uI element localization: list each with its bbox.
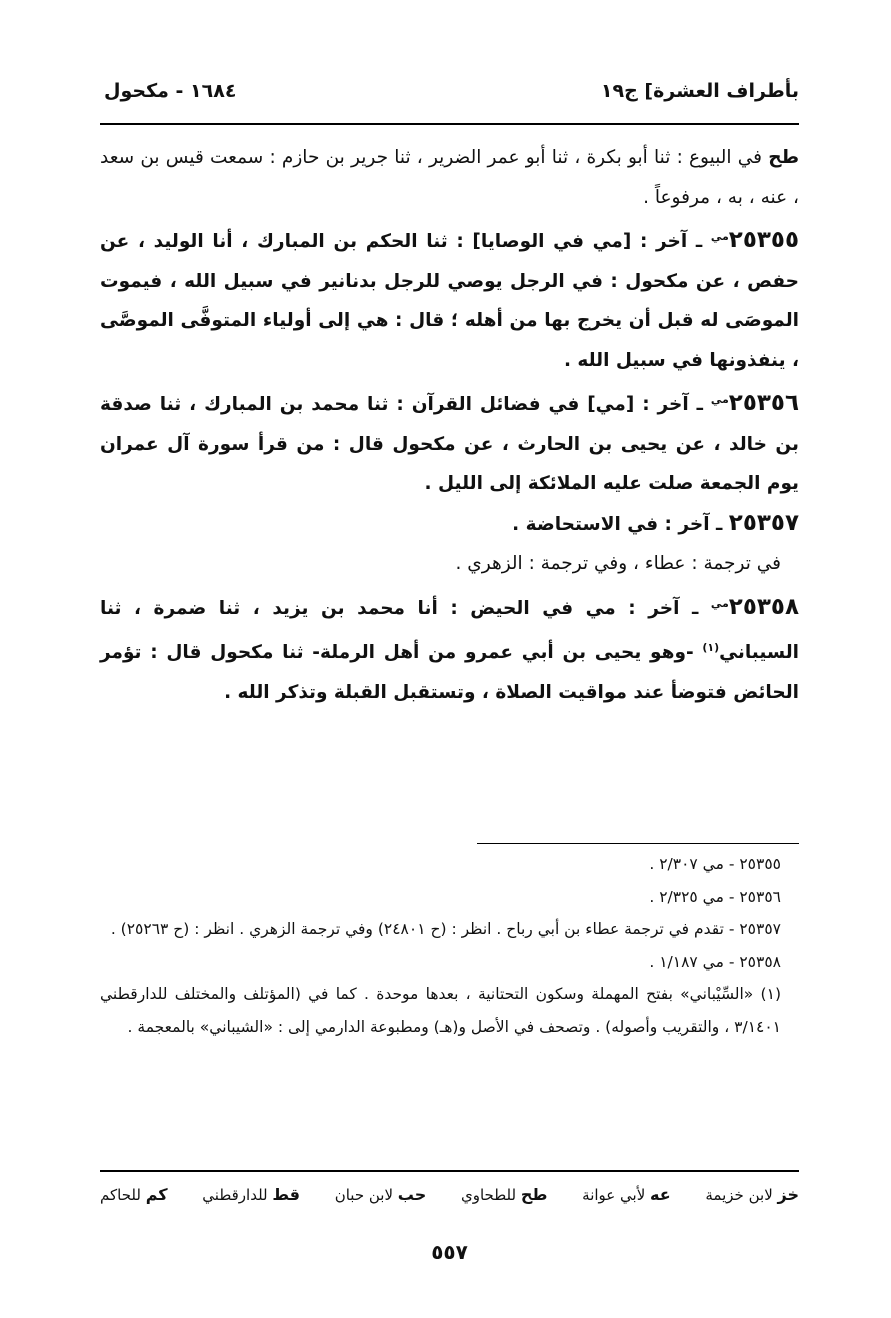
entry-text: ـ آخر : مي في الحيض : أنا محمد بن يزيد ، ثنا ضمرة ، ثنا السيباني	[100, 597, 799, 664]
paragraph-continuation	[100, 138, 799, 217]
sigla-item: طح للطحاوي	[460, 1185, 548, 1204]
footnote-25358: ٢٥٣٥٨ - مي ١/١٨٧ .	[649, 952, 781, 971]
entry-text: ـ آخر : [مي في الوصايا] : ثنا الحكم بن المبارك ، أنا الوليد ، عن حفص ، عن مكحول : في الرجل يوصي للرجل بدنانير في سبيل الله ، فيموت الموصَى له قبل أن يخرج بها من أهله ؛ قال : هي إلى أولياء المتوفَّى الموصَّى ، ينفذونها في سبيل الله .	[100, 231, 799, 371]
entry-25356	[100, 380, 799, 504]
entry-text: ـ آخر : في الاستحاضة .	[512, 513, 729, 535]
source-symbol: طح	[768, 147, 799, 168]
entry-text-continued: -وهو يحيى بن أبي عمرو من أهل الرملة- ثنا مكحول قال : تؤمر الحائض فتوضأ عند مواقيت الصلاة ، وتستقبل القبلة وتذكر الله .	[100, 642, 799, 704]
footnote-25357: ٢٥٣٥٧ - تقدم في ترجمة عطاء بن أبي رباح . انظر : (ح ٢٤٨٠١) وفي ترجمة الزهري . انظر : (ح ٢٥٢٦٣) .	[110, 920, 781, 938]
entry-25358	[100, 584, 799, 713]
footnote-25356: ٢٥٣٥٦ - مي ٢/٣٢٥ .	[649, 887, 781, 906]
paragraph-text: في البيوع : ثنا أبو بكرة ، ثنا أبو عمر الضرير ، ثنا جرير بن حازم : سمعت قيس بن سعد ، عنه ، به ، مرفوعاً .	[100, 147, 799, 208]
entry-source-mark: مي	[710, 596, 729, 610]
entry-source-mark: مي	[710, 393, 729, 407]
running-header	[100, 80, 799, 112]
sigla-item: خز لابن خزيمة	[705, 1185, 799, 1204]
sigla-item: حب لابن حبان	[334, 1185, 427, 1204]
entry-number: ٢٥٣٥٥	[728, 227, 799, 254]
sigla-item: قط للدارقطني	[202, 1185, 300, 1204]
main-text	[100, 138, 799, 713]
footnote-reference: (١)	[702, 641, 720, 655]
entry-note: في ترجمة : عطاء ، وفي ترجمة : الزهري .	[455, 553, 781, 575]
entry-source-mark: مي	[710, 230, 729, 243]
entry-text: ـ آخر : [مي] في فضائل القرآن : ثنا محمد بن المبارك ، ثنا صدقة بن خالد ، عن يحيى بن الحارث ، عن مكحول قال : من قرأ سورة آل عمران يوم الجمعة صلت عليه الملائكة إلى الليل .	[100, 394, 799, 495]
footnotes	[100, 848, 799, 1043]
entry-25357	[100, 504, 799, 545]
footnote-rule	[477, 843, 799, 844]
footnote-1: (١) «السِّيْباني» بفتح المهملة وسكون التحتانية ، بعدها موحدة . كما في (المؤتلف والمختلف للدارقطني ٣/١٤٠١ ، والتقريب وأصوله) . وتصحف في الأصل و(هـ) ومطبوعة الدارمي إلى : «الشيباني» بالمعجمة .	[100, 985, 781, 1036]
book-page	[100, 0, 799, 1318]
footer-rule	[100, 1170, 799, 1172]
footnote-25355: ٢٥٣٥٥ - مي ٢/٣٠٧ .	[649, 855, 781, 873]
header-chapter: ١٦٨٤ - مكحول	[104, 80, 237, 102]
sigla-item: عه لأبي عوانة	[582, 1185, 671, 1204]
sigla-item: كم للحاكم	[100, 1185, 168, 1204]
entry-25355	[100, 217, 799, 380]
sigla-legend	[100, 1185, 799, 1204]
header-title: بأطراف العشرة] ج١٩	[600, 80, 799, 102]
entry-number: ٢٥٣٥٧	[728, 509, 799, 536]
header-rule	[100, 123, 799, 125]
entry-number: ٢٥٣٥٦	[728, 390, 799, 417]
entry-number: ٢٥٣٥٨	[728, 593, 799, 620]
page-number: ٥٥٧	[431, 1240, 468, 1264]
